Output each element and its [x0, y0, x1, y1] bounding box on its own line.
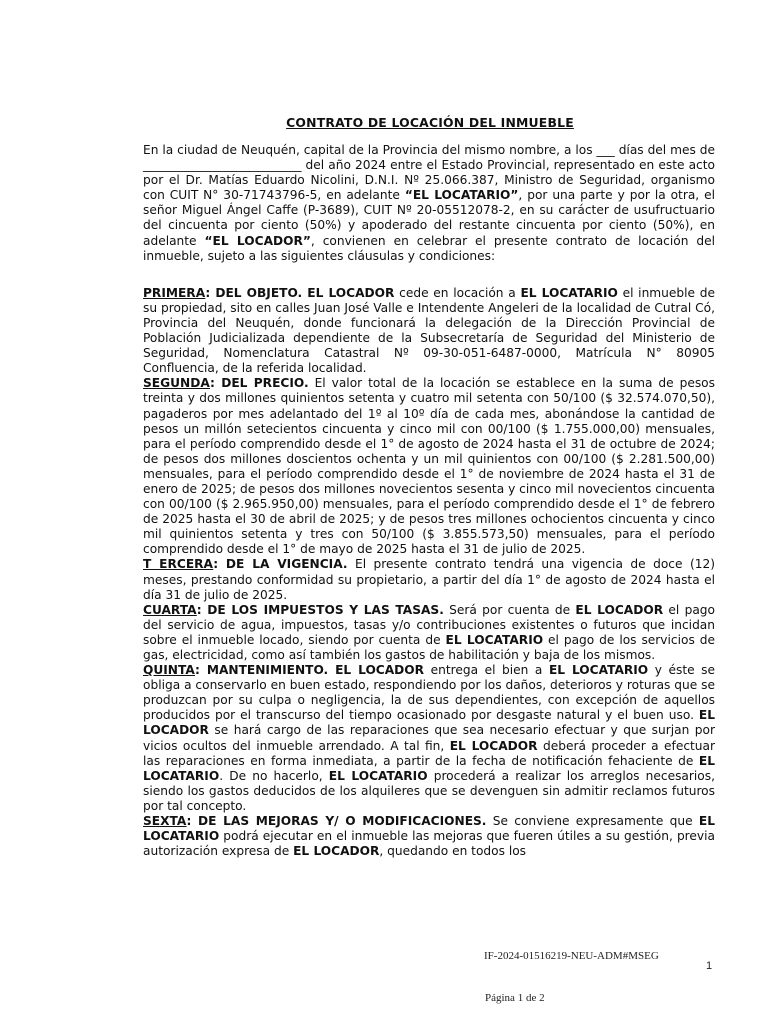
party-ref: EL LOCADOR [575, 602, 664, 617]
clause-text: cede en locación a [394, 285, 521, 300]
contract-body [143, 143, 715, 859]
clause-name: CUARTA [143, 602, 197, 617]
clause-name: PRIMERA [143, 285, 206, 300]
party-ref: EL LOCATARIO [328, 768, 428, 783]
clause-name: SEGUNDA [143, 376, 210, 391]
party-ref: EL LOCADOR [449, 738, 538, 753]
party-ref: EL LOCADOR [143, 708, 715, 738]
party-locatario: “EL LOCATARIO” [404, 188, 519, 203]
clause-title: : MANTENIMIENTO. EL LOCADOR [195, 663, 425, 678]
party-locador: “EL LOCADOR” [204, 233, 311, 248]
clause-tercera [143, 557, 715, 602]
intro-text: En la ciudad de Neuquén, capital de la Provincia del mismo nombre, a los ___ días del mes de __________________________ del año 2024 entre el Estado Provincial, representado en este acto por el Dr. Matías Eduardo Nicolini, D.N.I. Nº 25.066.387, Ministro de Seguridad, organismo con CUIT N° 30-71743796-5, en adelante [143, 143, 715, 203]
clause-text: Será por cuenta de [443, 602, 576, 617]
clause-cuarta [143, 603, 715, 663]
party-ref: EL LOCATARIO [143, 814, 715, 844]
clause-heading [143, 814, 486, 828]
clause-text: el inmueble de su propiedad, sito en calles Juan José Valle e Intendente Angeleri de la localidad de Cutral Có, Provincia del Neuquén, donde funcionará la delegación de la Dirección Provincial de Población Judicializada dependiente de la Subsecretaría de Seguridad del Ministerio de Seguridad, Nomenclatura Catastral Nº 09-30-051-6487-0000, Matrícula N° 80905 Confluencia, de la referida localidad. [143, 285, 715, 376]
clause-text: podrá ejecutar en el inmueble las mejoras que fueren útiles a su gestión, previa autorización expresa de [143, 829, 715, 859]
clause-name: T ERCERA [143, 557, 214, 572]
intro-paragraph [143, 143, 715, 264]
clause-text: entrega el bien a [424, 663, 549, 678]
party-ref: EL LOCADOR [293, 844, 380, 859]
clause-heading [143, 286, 394, 300]
clause-text: , quedando en todos los [379, 844, 527, 859]
clause-primera [143, 286, 715, 377]
party-ref: EL LOCATARIO [520, 285, 618, 300]
clause-quinta [143, 663, 715, 814]
clause-name: SEXTA [143, 814, 187, 829]
clause-name: QUINTA [143, 663, 196, 678]
clause-heading [143, 663, 424, 677]
document-title: CONTRATO DE LOCACIÓN DEL INMUEBLE [286, 115, 574, 130]
clause-text: El presente contrato tendrá una vigencia de doce (12) meses, prestando conformidad su propietario, a partir del día 1° de agosto de 2024 hasta el día 31 de julio de 2025. [143, 557, 715, 602]
clause-title: : DEL OBJETO. EL LOCADOR [205, 285, 395, 300]
clause-title: : DE LA VIGENCIA. [213, 557, 348, 572]
clause-title: : DEL PRECIO. [209, 376, 309, 391]
clause-title: : DE LAS MEJORAS Y/ O MODIFICACIONES. [186, 814, 487, 829]
intro-text: , convienen en celebrar el presente contrato de locación del inmueble, sujeto a las siguientes cláusulas y condiciones: [143, 233, 715, 263]
clause-text: El valor total de la locación se establece en la suma de pesos treinta y dos millones quinientos setenta y cuatro mil setenta con 50/100 ($ 32.574.070,50), pagaderos por mes adelantado del 1º al 10º día de cada mes, abonándose la cantidad de pesos un millón setecientos cincuenta y cinco mil con 00/100 ($ 1.755.000,00) mensuales, para el período comprendido desde el 1° de agosto de 2024 hasta el 31 de octubre de 2024; de pesos dos millones doscientos ochenta y un mil quinientos con 00/100 ($ 2.281.500,00) mensuales, para el período comprendido desde el 1° de noviembre de 2024 hasta el 31 de enero de 2025; de pesos dos millones novecientos sesenta y cinco mil novecientos cincuenta con 00/100 ($ 2.965.950,00) mensuales, para el período comprendido desde el 1° de febrero de 2025 hasta el 30 de abril de 2025; y de pesos tres millones ochocientos cincuenta y cinco mil quinientos setenta y tres con 50/100 ($ 3.855.573,50) mensuales, para el período comprendido desde el 1° de mayo de 2025 hasta el 31 de julio de 2025. [143, 376, 715, 557]
clause-title: : DE LOS IMPUESTOS Y LAS TASAS. [196, 602, 444, 617]
clause-text: y éste se obliga a conservarlo en buen estado, respondiendo por los daños, deterioros y roturas que se produzcan por su culpa o negligencia, la de sus dependientes, con excepción de aquellos producidos por el transcurso del tiempo ocasionado por desgaste natural y el buen uso. [143, 663, 716, 723]
party-ref: EL LOCATARIO [445, 632, 544, 647]
clause-text: Se conviene expresamente que [486, 814, 699, 829]
clause-text: el pago del servicio de agua, impuestos, tasas y/o contribuciones existentes o futuros que incidan sobre el inmueble locado, siendo por cuenta de [143, 602, 715, 647]
clause-text: . De no hacerlo, [219, 768, 329, 783]
page-stamp-number: 1 [706, 960, 713, 972]
clause-sexta [143, 814, 715, 859]
party-ref: EL LOCATARIO [143, 753, 715, 783]
party-ref: EL LOCATARIO [548, 663, 649, 678]
clause-text: deberá proceder a efectuar las reparaciones en forma inmediata, a partir de la fecha de notificación fehaciente de [143, 738, 716, 768]
clause-text: se hará cargo de las reparaciones que sea necesario efectuar y que surjan por vicios ocultos del inmueble arrendado. A tal fin, [143, 723, 715, 753]
intro-text: , por una parte y por la otra, el señor Miguel Ángel Caffe (P-3689), CUIT Nº 20-05512078-2, en su carácter de usufructuario del cincuenta por ciento (50%) y apoderado del restante cincuenta por ciento (50%), en adelante [143, 188, 715, 248]
document-id: IF-2024-01516219-NEU-ADM#MSEG [484, 950, 659, 962]
clause-text: el pago de los servicios de gas, electricidad, como así también los gastos de habilitación y baja de los mismos. [143, 632, 715, 662]
page-number: Página 1 de 2 [485, 992, 545, 1004]
clause-text: procederá a realizar los arreglos necesarios, siendo los gastos deducidos de los alquileres que se devenguen sin admitir reclamos futuros por tal concepto. [143, 768, 715, 813]
clause-segunda [143, 376, 715, 557]
clause-heading [143, 376, 309, 390]
clause-heading [143, 557, 348, 571]
clause-heading [143, 603, 444, 617]
